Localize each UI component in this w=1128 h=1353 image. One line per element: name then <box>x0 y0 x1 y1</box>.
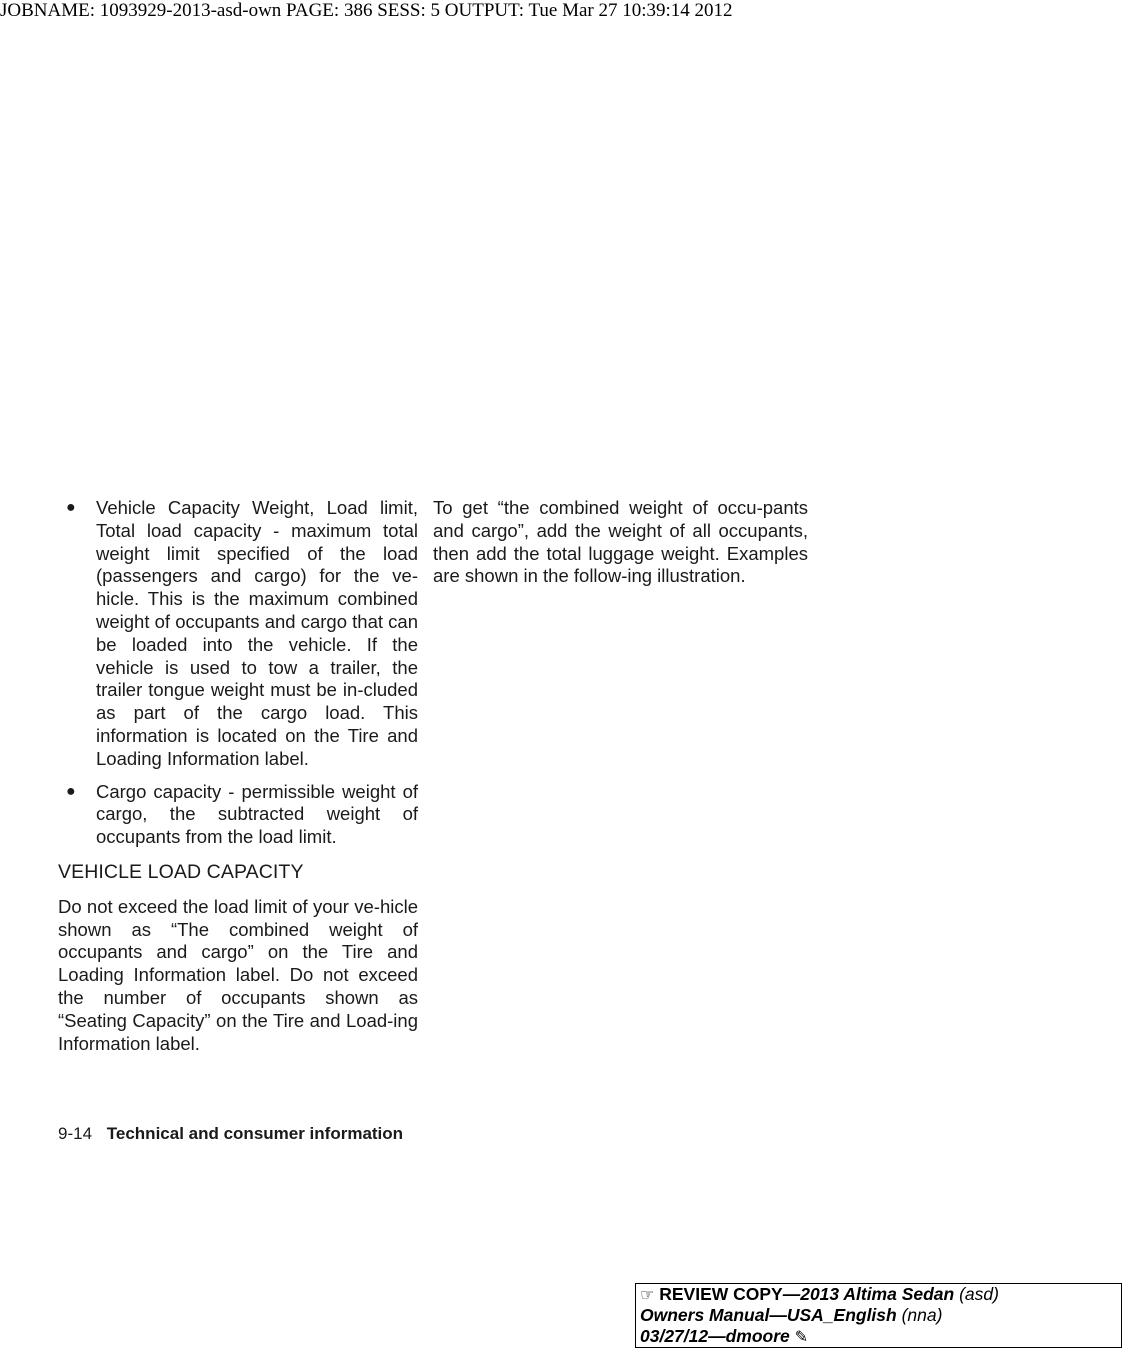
review-dash: — <box>782 1284 801 1304</box>
review-code: (asd) <box>959 1284 999 1304</box>
review-date: 03/27/12—dmoore <box>640 1326 790 1346</box>
bullet-list <box>58 497 418 849</box>
left-column <box>58 497 418 1055</box>
pencil-icon: ✎ <box>794 1327 809 1346</box>
bullet-text: Cargo capacity - permissible weight of cargo, the subtracted weight of occupants from the load limit. <box>96 780 418 848</box>
manual-label: Owners Manual—USA_English <box>640 1305 897 1325</box>
job-header: JOBNAME: 1093929-2013-asd-own PAGE: 386 SESS: 5 OUTPUT: Tue Mar 27 10:39:14 2012 <box>0 0 733 21</box>
pointing-hand-icon: ☞ <box>640 1285 655 1304</box>
bullet-icon: ● <box>66 499 76 516</box>
section-heading: VEHICLE LOAD CAPACITY <box>58 860 304 883</box>
bullet-text: Vehicle Capacity Weight, Load limit, Total load capacity - maximum total weight limit specified of the load (passengers and cargo) for the ve-hicle. This is the maximum combined weight of occupants and cargo that can be loaded into the vehicle. If the vehicle is used to tow a trailer, the trailer tongue weight must be in-cluded as part of the cargo load. This information is located on the Tire and Loading Information label. <box>96 497 418 769</box>
bullet-icon: ● <box>66 782 76 800</box>
review-line-3 <box>640 1326 1117 1347</box>
body-paragraph: To get “the combined weight of occu-pants and cargo”, add the weight of all occupants, then add the total luggage weight. Examples are shown in the follow-ing illustration. <box>433 497 808 587</box>
page-number: 9-14 <box>58 1124 93 1143</box>
review-line-1 <box>640 1284 1117 1305</box>
right-column <box>433 497 808 588</box>
review-line-2 <box>640 1305 1117 1326</box>
review-title: 2013 Altima Sedan <box>800 1284 955 1304</box>
review-copy-box <box>635 1283 1122 1348</box>
list-item <box>58 497 418 771</box>
page-footer <box>58 1124 403 1144</box>
body-paragraph: Do not exceed the load limit of your ve-hicle shown as “The combined weight of occupants and cargo” on the Tire and Loading Information label. Do not exceed the number of occupants shown as “Seating Capacity” on the Tire and Load-ing Information label. <box>58 895 418 1054</box>
manual-code: (nna) <box>901 1305 943 1325</box>
list-item <box>58 781 418 849</box>
review-label: REVIEW COPY <box>659 1284 783 1304</box>
chapter-title: Technical and consumer information <box>106 1124 404 1143</box>
